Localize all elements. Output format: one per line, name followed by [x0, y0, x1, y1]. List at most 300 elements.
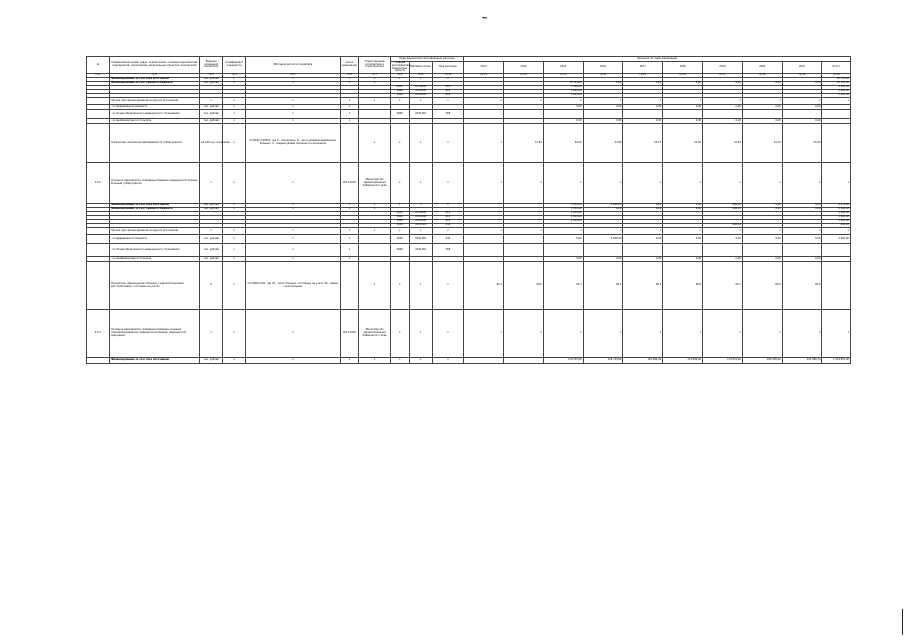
table-cell: 50,90 — [782, 124, 822, 163]
table-cell: 4 330,00 — [543, 208, 583, 212]
table-cell — [87, 98, 110, 105]
table-cell: х — [822, 98, 851, 105]
table-cell: 0909 — [390, 110, 409, 119]
table-cell: 0430000 — [409, 94, 432, 98]
table-cell: х — [464, 163, 504, 204]
table-cell: Финансирование за счет всех источников — [110, 78, 200, 82]
table-cell: - из федерального бюджета — [110, 235, 200, 244]
table-cell: 4 950,00 — [822, 235, 851, 244]
table-cell: х — [409, 163, 432, 204]
table-cell: 191 588,70 — [782, 358, 822, 364]
table-cell: х — [583, 310, 623, 358]
index-cell: гр.9 — [409, 74, 432, 78]
table-cell: х — [583, 98, 623, 105]
table-cell — [87, 124, 110, 163]
index-cell: гр.14 — [583, 74, 623, 78]
table-cell: 10 724,00 — [543, 82, 583, 86]
header-cell: Коэффициент значимости — [223, 57, 246, 74]
table-cell: Министерство здравоохранения Хабаровского края — [359, 310, 390, 358]
table-cell: х — [464, 124, 504, 163]
table-cell: 0,00 — [703, 257, 743, 262]
table-cell — [663, 244, 703, 257]
table-cell: 0,00 — [623, 119, 663, 124]
table-cell — [623, 110, 663, 119]
table-cell: 0,00 — [782, 208, 822, 212]
table-cell: 0431181 — [409, 110, 432, 119]
table-cell: 60,9 — [782, 262, 822, 310]
table-cell: х — [223, 119, 246, 124]
table-cell: х — [223, 244, 246, 257]
header-cell: Ответственный исполнитель и соисполнители — [359, 57, 390, 74]
table-cell: х — [340, 358, 359, 364]
table-cell: 0902 — [390, 90, 409, 94]
table-cell — [583, 110, 623, 119]
table-cell: 612 — [432, 94, 463, 98]
header-cell: 2021 — [782, 62, 822, 74]
table-cell: 2 300,00 — [543, 220, 583, 224]
table-cell: х — [464, 98, 504, 105]
table-cell: - из Фонда обязательного медицинского страхования — [110, 110, 200, 119]
table-cell: на 100 тыс. населения — [200, 124, 223, 163]
table-cell: х — [359, 78, 390, 82]
index-cell: гр.18 — [742, 74, 782, 78]
table-cell: х — [742, 163, 782, 204]
table-cell — [464, 244, 504, 257]
header-cell: Вид расходов — [432, 62, 463, 74]
table-cell: 4 950,00 — [583, 204, 623, 208]
table-cell: 60,4 — [583, 262, 623, 310]
table-cell: х — [390, 78, 409, 82]
table-cell: 0,00 — [782, 82, 822, 86]
table-cell: х — [359, 262, 390, 310]
table-cell: х — [246, 105, 340, 110]
table-cell — [359, 110, 390, 119]
table-cell: 56,50 — [543, 124, 583, 163]
table-cell: х — [223, 110, 246, 119]
table-row — [87, 262, 851, 310]
table-cell: 119 535,00 — [543, 358, 583, 364]
table-cell — [359, 235, 390, 244]
table-cell: Прочие (при финансировании из других источников) — [110, 228, 200, 235]
header-cell: Методика расчета показателя — [246, 57, 340, 74]
table-cell — [503, 235, 543, 244]
table-cell: х — [782, 163, 822, 204]
table-cell — [782, 244, 822, 257]
table-row — [87, 358, 851, 364]
table-cell: тыс. рублей — [200, 208, 223, 212]
table-cell — [503, 358, 543, 364]
table-cell: 5 500,00 — [822, 86, 851, 90]
table-cell: 8 475,00 — [822, 204, 851, 208]
table-cell: х — [223, 208, 246, 212]
table-cell: Основное мероприятие «Совершенствование медицинской помощи больным туберкулезом» — [110, 163, 200, 204]
table-cell: х — [359, 124, 390, 163]
table-cell: х — [246, 82, 340, 86]
index-cell: гр.20 — [822, 74, 851, 78]
table-cell: - из Фонда обязательного медицинского страхования — [110, 244, 200, 257]
table-cell: х — [543, 310, 583, 358]
program-table — [86, 56, 851, 364]
table-cell — [464, 235, 504, 244]
table-cell: х — [340, 235, 359, 244]
table-cell: х — [200, 310, 223, 358]
table-cell: х — [223, 105, 246, 110]
table-cell: 3 224,00 — [822, 94, 851, 98]
index-cell: гр.5 — [246, 74, 340, 78]
table-cell: Финансирование за счет всех источников — [110, 204, 200, 208]
table-cell: 4 330,00 — [543, 204, 583, 208]
table-cell: х — [359, 208, 390, 212]
table-cell: х — [390, 124, 409, 163]
table-cell: х — [432, 358, 463, 364]
table-cell: х — [246, 244, 340, 257]
table-cell: х — [340, 244, 359, 257]
table-cell: 0,00 — [663, 257, 703, 262]
table-row — [87, 163, 851, 204]
table-cell: х — [822, 228, 851, 235]
table-cell: тыс. рублей — [200, 244, 223, 257]
table-cell: х — [822, 310, 851, 358]
table-cell: х — [663, 163, 703, 204]
table-cell: 0,00 — [782, 235, 822, 244]
table-cell: 0909 — [390, 244, 409, 257]
table-cell: тыс. рублей — [200, 105, 223, 110]
table-cell: 0,00 — [583, 82, 623, 86]
index-cell: гр.4 — [223, 74, 246, 78]
table-cell: х — [503, 163, 543, 204]
table-cell: х — [359, 82, 390, 86]
table-cell: 0,00 — [543, 105, 583, 110]
table-cell: % — [200, 262, 223, 310]
table-cell — [543, 244, 583, 257]
table-cell: х — [223, 163, 246, 204]
table-cell: K=(N/S)×100000, где K - показатель, N - число впервые выявленных больных, S - среднегодовая численность населения — [246, 124, 340, 163]
table-cell: 612 — [432, 220, 463, 224]
table-cell — [583, 244, 623, 257]
table-cell: х — [583, 163, 623, 204]
table-cell: х — [390, 310, 409, 358]
table-cell — [87, 235, 110, 244]
table-cell: 0909 — [390, 94, 409, 98]
table-cell: х — [246, 204, 340, 208]
table-cell: х — [340, 78, 359, 82]
table-cell: х — [340, 119, 359, 124]
index-cell: гр.11 — [464, 74, 504, 78]
table-cell: 0,00 — [742, 105, 782, 110]
table-cell: х — [390, 262, 409, 310]
table-cell: 162 844,00 — [623, 358, 663, 364]
table-cell — [822, 244, 851, 257]
index-cell: гр.10 — [432, 74, 463, 78]
table-cell: х — [223, 257, 246, 262]
table-cell: х — [223, 262, 246, 310]
table-cell: х — [742, 98, 782, 105]
table-cell: х — [782, 98, 822, 105]
table-cell: 0,00 — [663, 204, 703, 208]
table-cell: 2 000,00 — [822, 90, 851, 94]
table-cell: 588 — [432, 244, 463, 257]
table-cell: х — [246, 110, 340, 119]
table-cell: 612 — [432, 86, 463, 90]
table-cell — [623, 244, 663, 257]
table-cell: х — [340, 110, 359, 119]
table-cell: Финансирование за счет всех источников — [110, 358, 200, 364]
table-cell: 1 000,00 — [822, 216, 851, 220]
table-cell: Прочие (при финансировании из других источников) — [110, 98, 200, 105]
index-cell: гр.1 — [87, 74, 110, 78]
table-cell: 2730000 — [409, 86, 432, 90]
table-cell: Министерство здравоохранения Хабаровского края — [359, 163, 390, 204]
table-cell: 0,00 — [782, 119, 822, 124]
table-cell: 0,00 — [623, 204, 663, 208]
table-cell: тыс. рублей — [200, 82, 223, 86]
table-cell: х — [340, 105, 359, 110]
table-cell: 0,00 — [583, 257, 623, 262]
table-cell: 2730000 — [409, 212, 432, 216]
table-cell — [782, 110, 822, 119]
table-cell: 0,00 — [583, 119, 623, 124]
page-mark: ~ — [482, 13, 488, 23]
table-cell: 0,00 — [703, 119, 743, 124]
index-cell: гр.3 — [200, 74, 223, 78]
table-cell: 2320008 — [409, 90, 432, 94]
table-cell: 940,00 — [703, 208, 743, 212]
group-header-values: Значения по годам реализации — [464, 57, 851, 62]
table-cell: 0431181 — [409, 244, 432, 257]
table-cell: х — [390, 163, 409, 204]
header-cell: 2018 — [663, 62, 703, 74]
table-cell: 0,00 — [742, 119, 782, 124]
table-cell: 940,00 — [703, 204, 743, 208]
index-cell: гр.12 — [503, 74, 543, 78]
header-cell: 2019 — [703, 62, 743, 74]
table-cell: х — [246, 235, 340, 244]
table-cell: 0,00 — [703, 235, 743, 244]
table-row — [87, 124, 851, 163]
table-cell: 0,00 — [543, 257, 583, 262]
table-cell: 10 724,00 — [822, 82, 851, 86]
table-cell: 2 300,00 — [822, 220, 851, 224]
table-cell: 0,00 — [543, 235, 583, 244]
table-cell: х — [246, 98, 340, 105]
header-cell: 2017 — [623, 62, 663, 74]
index-cell: гр.19 — [782, 74, 822, 78]
table-row — [87, 235, 851, 244]
table-cell: х — [409, 310, 432, 358]
header-cell: 2014 — [503, 62, 543, 74]
table-cell: х — [200, 163, 223, 204]
table-cell: 60,8 — [742, 262, 782, 310]
table-cell: х — [409, 204, 432, 208]
table-cell: х — [390, 228, 409, 235]
table-cell — [359, 244, 390, 257]
table-cell: 4 950,00 — [583, 235, 623, 244]
index-cell: гр.17 — [703, 74, 743, 78]
table-cell: х — [340, 82, 359, 86]
table-cell: х — [503, 310, 543, 358]
table-cell: х — [340, 204, 359, 208]
table-cell: 0,00 — [583, 105, 623, 110]
table-cell: 0,00 — [623, 82, 663, 86]
table-cell: тыс. рублей — [200, 110, 223, 119]
table-cell: х — [246, 163, 340, 204]
table-cell: х — [623, 310, 663, 358]
table-cell: х — [703, 163, 743, 204]
table-cell — [543, 110, 583, 119]
table-cell: х — [223, 235, 246, 244]
table-cell: 0,00 — [663, 82, 703, 86]
table-cell: х — [390, 358, 409, 364]
table-cell: х — [432, 204, 463, 208]
table-cell: 57,50 — [503, 124, 543, 163]
table-cell: 54,90 — [583, 124, 623, 163]
table-cell: 0901 — [390, 212, 409, 216]
table-cell: х — [432, 98, 463, 105]
table-cell: 2014-2020 — [340, 310, 359, 358]
table-cell: 52,50 — [703, 124, 743, 163]
table-cell: Основное мероприятие «Совершенствование оказания специализированной, медицинской помощи, медицинской эвакуации» — [110, 310, 200, 358]
table-cell: х — [200, 228, 223, 235]
table-row — [87, 244, 851, 257]
table-cell: х — [703, 310, 743, 358]
table-cell: 612 — [432, 216, 463, 220]
table-cell: х — [782, 310, 822, 358]
table-cell: х — [623, 228, 663, 235]
table-cell: Показатель «Снижение заболеваемости туберкулезом» — [110, 124, 200, 163]
table-cell: х — [822, 163, 851, 204]
table-cell: х — [409, 228, 432, 235]
table-cell: 0,00 — [663, 208, 703, 212]
table-cell — [742, 244, 782, 257]
table-cell: 0,00 — [663, 235, 703, 244]
header-cell: Сроки реализации — [340, 57, 359, 74]
table-cell: 60,7 — [703, 262, 743, 310]
table-cell: 0430000 — [409, 220, 432, 224]
table-cell: 0,00 — [782, 257, 822, 262]
table-body — [87, 57, 851, 364]
table-cell: х — [703, 228, 743, 235]
index-cell: гр.13 — [543, 74, 583, 78]
table-cell: 60,3 — [543, 262, 583, 310]
table-cell: х — [432, 262, 463, 310]
table-cell: 0,00 — [663, 105, 703, 110]
table-row — [87, 110, 851, 119]
table-cell — [742, 110, 782, 119]
table-cell: х — [782, 228, 822, 235]
table-cell: 126 740,00 — [583, 358, 623, 364]
header-cell: 2015 — [543, 62, 583, 74]
table-cell — [822, 124, 851, 163]
table-cell: х — [246, 228, 340, 235]
table-cell — [464, 110, 504, 119]
table-cell: Ud=N/Ns×100, где Ud - число больных, состоящих на учете, Ns - общее число больных — [246, 262, 340, 310]
index-cell: гр.6 — [340, 74, 359, 78]
table-cell: х — [623, 163, 663, 204]
table-cell: 0,00 — [782, 204, 822, 208]
table-cell: х — [503, 228, 543, 235]
table-cell: х — [432, 78, 463, 82]
table-cell — [822, 262, 851, 310]
table-cell: 588 — [432, 110, 463, 119]
table-cell: х — [359, 98, 390, 105]
header-cell: Целевая статья — [409, 62, 432, 74]
index-cell: гр.2 — [110, 74, 200, 78]
table-cell: 0909 — [390, 224, 409, 228]
table-cell: х — [409, 358, 432, 364]
table-cell: тыс. рублей — [200, 257, 223, 262]
table-cell: х — [223, 228, 246, 235]
header-cell: 2020 — [742, 62, 782, 74]
table-cell: 3.3.6. — [87, 163, 110, 204]
index-cell: гр.8 — [390, 74, 409, 78]
table-cell: х — [623, 98, 663, 105]
table-cell: х — [223, 310, 246, 358]
table-cell: 0,00 — [703, 105, 743, 110]
table-row — [87, 228, 851, 235]
table-cell: х — [583, 228, 623, 235]
table-cell: 0,00 — [742, 204, 782, 208]
header-cell: 2016 — [583, 62, 623, 74]
table-cell: Финансирование за счет краевого бюджета — [110, 208, 200, 212]
table-cell: х — [464, 310, 504, 358]
table-cell: 0909 — [390, 220, 409, 224]
table-cell: х — [543, 98, 583, 105]
table-cell: х — [543, 163, 583, 204]
table-cell: 5 500,00 — [543, 86, 583, 90]
table-cell: х — [223, 98, 246, 105]
table-cell: х — [409, 78, 432, 82]
table-cell — [464, 358, 504, 364]
table-cell — [822, 110, 851, 119]
table-cell: 0,00 — [623, 208, 663, 212]
table-cell — [340, 262, 359, 310]
table-cell: 0,00 — [623, 235, 663, 244]
table-cell: х — [432, 228, 463, 235]
table-cell: х — [340, 257, 359, 262]
table-cell: 60,6 — [663, 262, 703, 310]
table-row — [87, 98, 851, 105]
table-cell: Показатель «Удельный вес больных с наркологическими расстройствами, состоящих на учете» — [110, 262, 200, 310]
table-cell: х — [703, 98, 743, 105]
table-cell: х — [503, 98, 543, 105]
table-cell: 244 — [432, 235, 463, 244]
table-cell: 940,00 — [703, 224, 743, 228]
table-cell: 0,00 — [623, 257, 663, 262]
table-cell — [87, 244, 110, 257]
header-cell: Итого — [822, 62, 851, 74]
table-cell: 0,00 — [742, 82, 782, 86]
table-cell — [503, 244, 543, 257]
table-cell: 2014-2020 — [340, 163, 359, 204]
table-cell: 0,00 — [742, 208, 782, 212]
table-cell: - из внебюджетных источников — [110, 257, 200, 262]
table-cell: х — [246, 358, 340, 364]
table-cell: 5 240,00 — [822, 208, 851, 212]
table-cell: х — [663, 228, 703, 235]
table-cell: х — [340, 228, 359, 235]
table-cell: х — [223, 82, 246, 86]
table-cell: х — [246, 208, 340, 212]
table-cell — [503, 110, 543, 119]
table-cell: 10 724,00 — [822, 78, 851, 82]
table-cell: 612 — [432, 90, 463, 94]
table-cell: 0,00 — [663, 119, 703, 124]
table-cell: тыс. рублей — [200, 78, 223, 82]
table-cell: 174 880,00 — [663, 358, 703, 364]
table-cell: х — [409, 124, 432, 163]
table-cell: 0431181 — [409, 224, 432, 228]
table-cell: х — [246, 78, 340, 82]
